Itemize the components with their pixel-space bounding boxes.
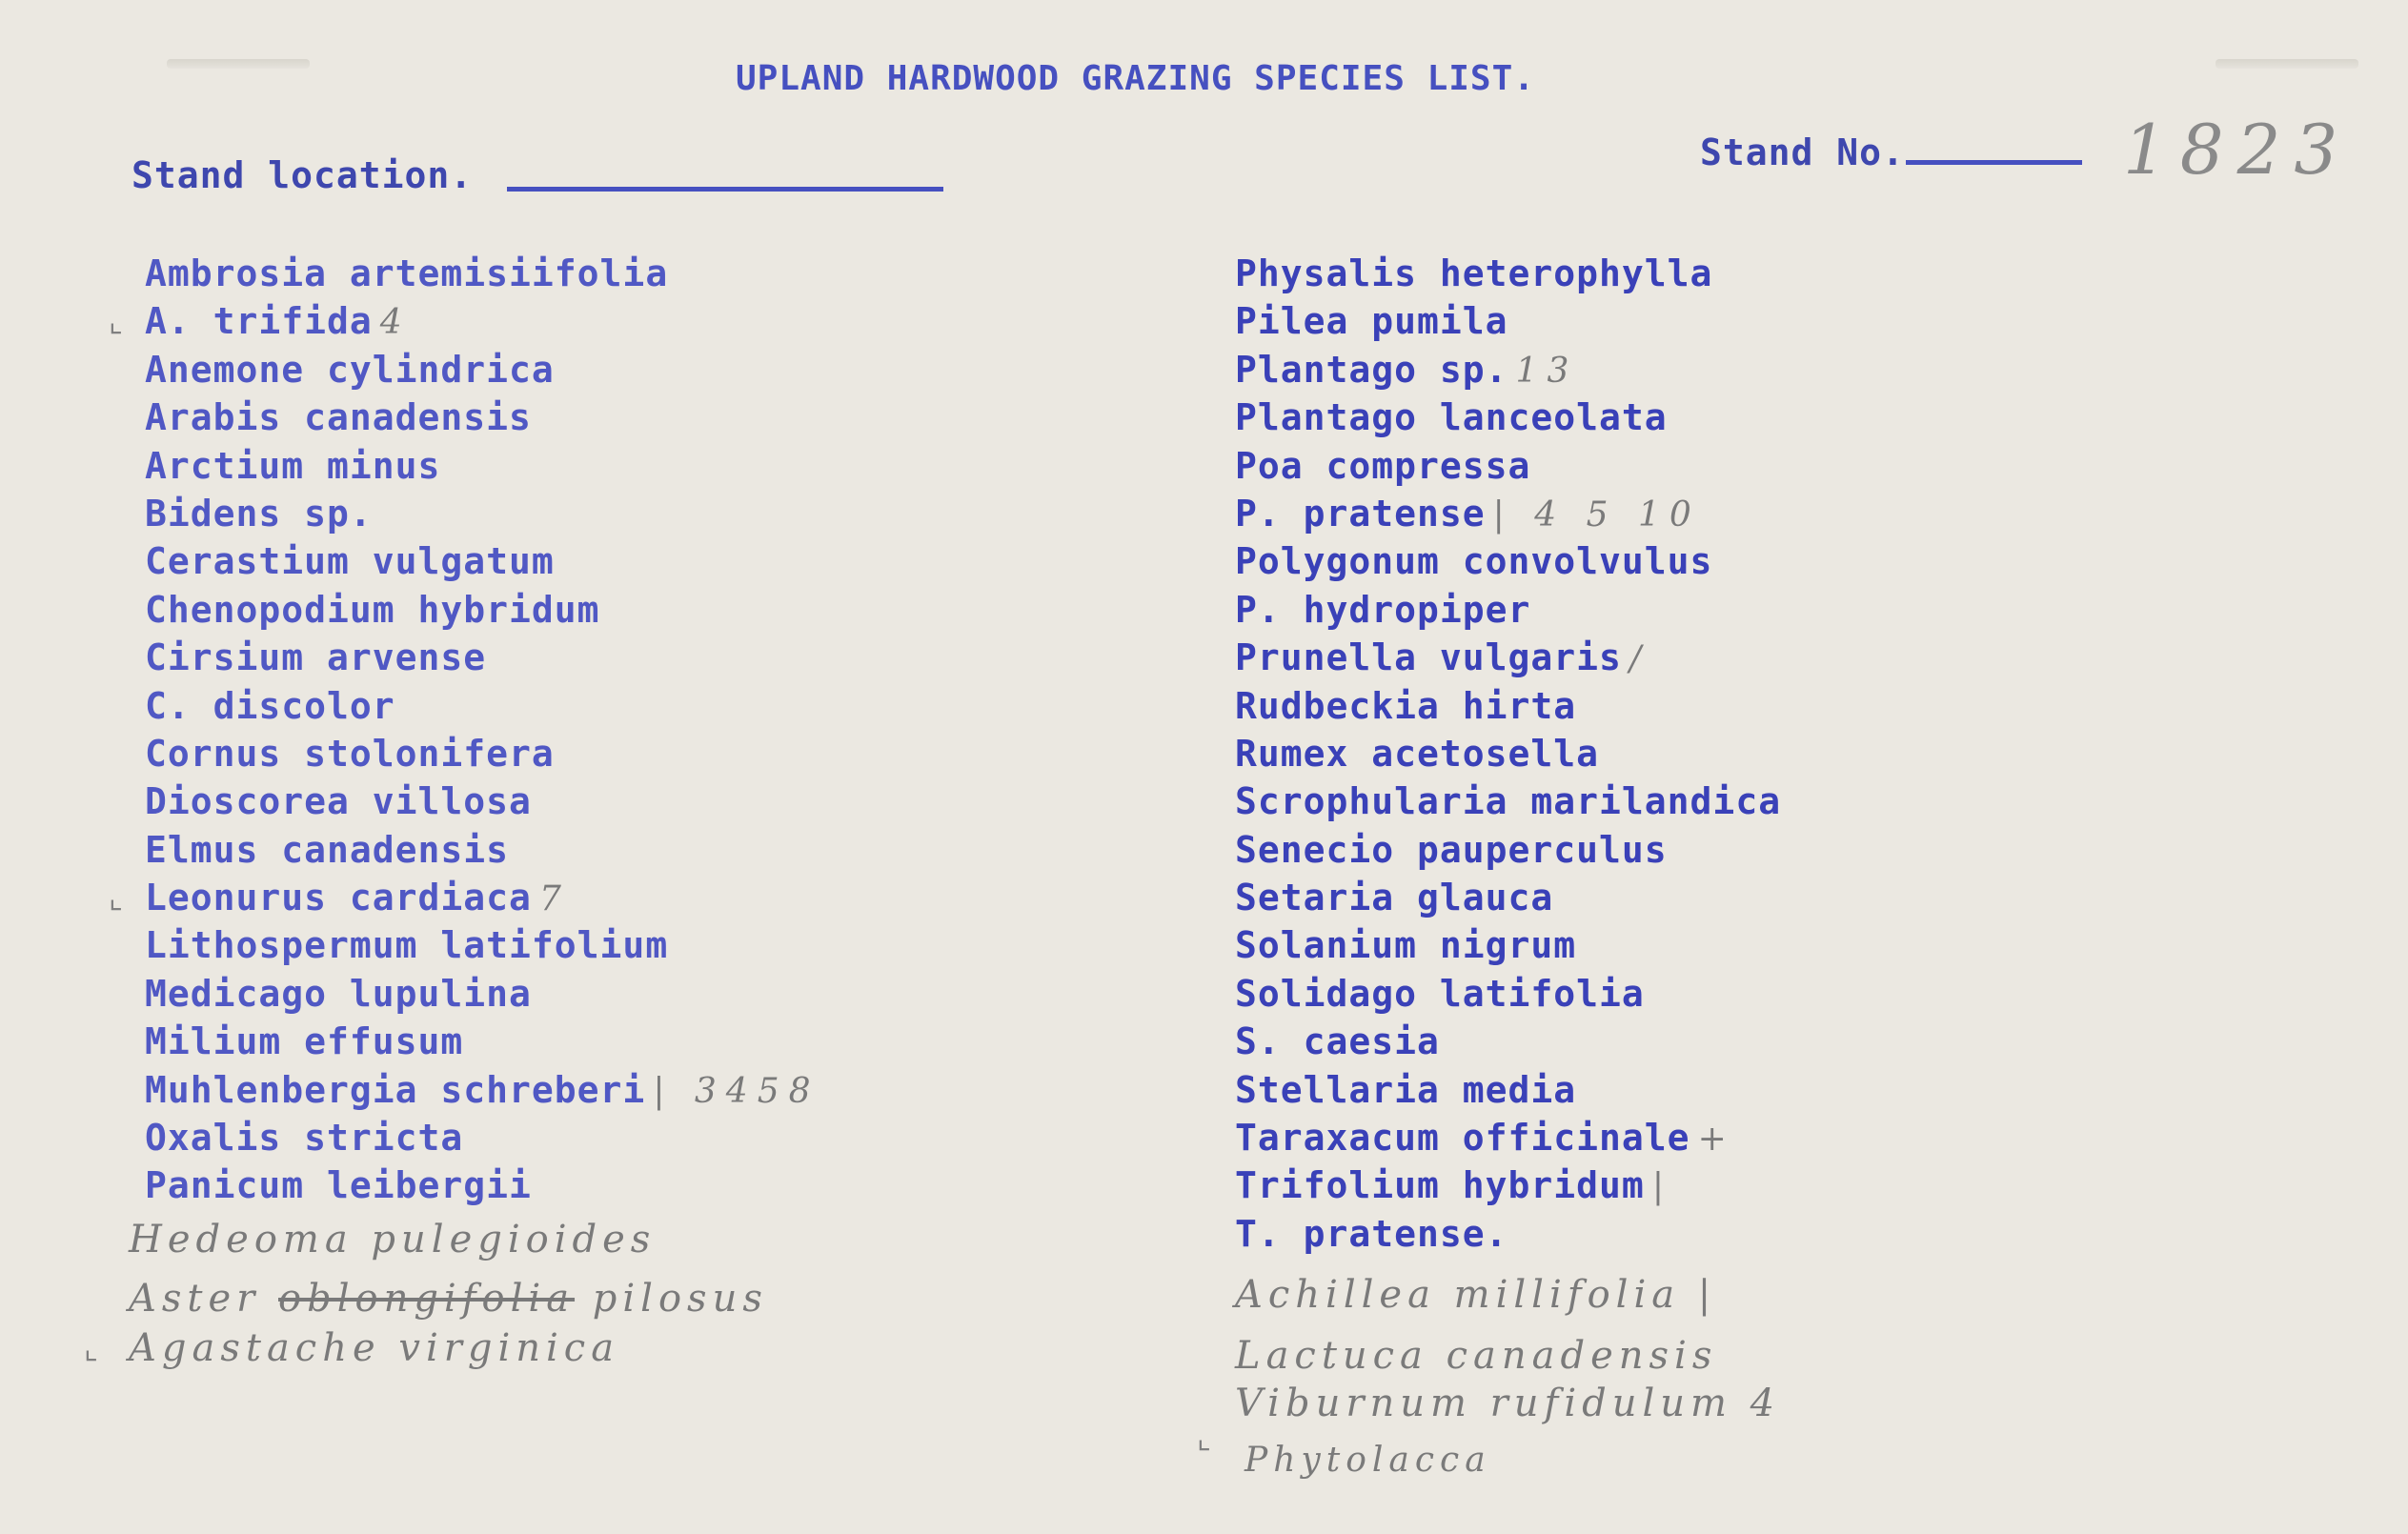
handwritten-addition: Achillea millifolia | xyxy=(1235,1273,1717,1317)
species-row xyxy=(145,394,820,441)
species-row xyxy=(1235,634,1781,681)
staple-mark-right xyxy=(2216,59,2358,69)
species-name: Arabis canadensis xyxy=(145,396,532,439)
species-row xyxy=(1235,826,1781,874)
species-name: Chenopodium hybridum xyxy=(145,588,600,631)
species-name: P. hydropiper xyxy=(1235,588,1531,631)
check-mark: ⌞ xyxy=(109,879,124,917)
species-name: Rumex acetosella xyxy=(1235,732,1600,775)
species-name: Cornus stolonifera xyxy=(145,732,555,775)
species-row xyxy=(145,1066,820,1114)
species-name: Muhlenbergia schreberi xyxy=(145,1068,646,1111)
species-name: Solidago latifolia xyxy=(1235,972,1645,1015)
species-row xyxy=(145,730,820,777)
handwritten-addition: Phytolacca xyxy=(1244,1441,1491,1480)
species-row xyxy=(1235,394,1781,441)
species-name: Pilea pumila xyxy=(1235,300,1508,343)
species-name: C. discolor xyxy=(145,684,395,727)
staple-mark-left xyxy=(167,59,310,69)
species-name: Poa compressa xyxy=(1235,444,1531,487)
page-title: UPLAND HARDWOOD GRAZING SPECIES LIST. xyxy=(736,59,1535,98)
species-row xyxy=(145,250,820,297)
stand-no-handwritten-value: 1823 xyxy=(2123,110,2352,190)
species-row xyxy=(1235,1210,1781,1258)
species-name: Milium effusum xyxy=(145,1020,464,1063)
species-row xyxy=(1235,1161,1781,1209)
species-row xyxy=(145,442,820,490)
species-row xyxy=(145,537,820,585)
species-row xyxy=(1235,442,1781,490)
species-name: Setaria glauca xyxy=(1235,877,1554,919)
species-name: Plantago sp. xyxy=(1235,348,1508,391)
species-row xyxy=(145,777,820,825)
species-row xyxy=(145,826,820,874)
species-row xyxy=(1235,537,1781,585)
species-note: 7 xyxy=(538,879,571,919)
species-note: | 3458 xyxy=(653,1071,820,1111)
species-name: S. caesia xyxy=(1235,1020,1440,1063)
species-row xyxy=(1235,490,1781,537)
species-row xyxy=(1235,682,1781,730)
species-name: Polygonum convolvulus xyxy=(1235,540,1713,583)
species-row xyxy=(145,490,820,537)
species-row xyxy=(1235,730,1781,777)
species-note: + xyxy=(1697,1120,1736,1160)
species-row xyxy=(145,1114,820,1161)
species-name: Taraxacum officinale xyxy=(1235,1117,1690,1160)
species-name: Trifolium hybridum xyxy=(1235,1164,1645,1207)
species-note: 4 xyxy=(379,303,412,343)
species-name: Elmus canadensis xyxy=(145,828,510,871)
species-row xyxy=(1235,970,1781,1018)
stand-location-label: Stand location. xyxy=(132,154,474,196)
handwritten-addition xyxy=(129,1277,768,1321)
handwritten-word: pilosus xyxy=(592,1277,768,1321)
species-row xyxy=(145,682,820,730)
species-row xyxy=(1235,586,1781,634)
species-row xyxy=(145,921,820,969)
handwritten-addition: Hedeoma pulegioides xyxy=(129,1218,657,1262)
species-row xyxy=(1235,874,1781,921)
species-row xyxy=(1235,921,1781,969)
species-row xyxy=(1235,346,1781,394)
species-note: | xyxy=(1651,1167,1673,1207)
check-mark: ⌞ xyxy=(1197,1420,1211,1456)
species-row xyxy=(1235,1018,1781,1065)
species-row xyxy=(145,634,820,681)
species-name: Physalis heterophylla xyxy=(1235,252,1713,294)
species-note: | 4 5 10 xyxy=(1492,495,1701,535)
species-row xyxy=(1235,1114,1781,1161)
species-note: / xyxy=(1629,639,1651,679)
stand-no-blank xyxy=(1906,160,2082,165)
struck-out-word: oblongifolia xyxy=(278,1277,576,1321)
species-name: T. pratense. xyxy=(1235,1212,1508,1255)
species-name: Rudbeckia hirta xyxy=(1235,684,1577,727)
species-name: Plantago lanceolata xyxy=(1235,396,1668,439)
species-column-left xyxy=(109,250,820,1210)
species-row xyxy=(145,970,820,1018)
handwritten-addition: Viburnum rufidulum 4 xyxy=(1235,1382,1781,1425)
species-name: Panicum leibergii xyxy=(145,1164,532,1207)
species-name: Arctium minus xyxy=(145,444,441,487)
species-name: Anemone cylindrica xyxy=(145,348,555,391)
species-name: Cerastium vulgatum xyxy=(145,540,555,583)
check-mark: ⌞ xyxy=(84,1330,98,1366)
species-row xyxy=(1235,777,1781,825)
species-note: 13 xyxy=(1515,351,1579,391)
species-name: Oxalis stricta xyxy=(145,1117,464,1160)
stand-no-label: Stand No. xyxy=(1700,131,1905,173)
species-name: Leonurus cardiaca xyxy=(145,877,532,919)
species-name: A. trifida xyxy=(145,300,373,343)
species-column-right xyxy=(1235,250,1781,1258)
handwritten-addition: Agastache virginica xyxy=(129,1326,620,1370)
handwritten-addition: Lactuca canadensis xyxy=(1235,1334,1718,1378)
species-name: Solanium nigrum xyxy=(1235,924,1577,967)
species-name: Lithospermum latifolium xyxy=(145,924,669,967)
species-name: Ambrosia artemisiifolia xyxy=(145,252,669,294)
species-row xyxy=(109,297,820,345)
stand-location-blank xyxy=(507,187,943,192)
species-name: Medicago lupulina xyxy=(145,972,532,1015)
handwritten-word: Aster xyxy=(129,1277,261,1321)
check-mark: ⌞ xyxy=(109,303,124,340)
species-row xyxy=(145,1018,820,1065)
species-name: Prunella vulgaris xyxy=(1235,636,1622,679)
species-row xyxy=(145,586,820,634)
species-name: Senecio pauperculus xyxy=(1235,828,1668,871)
species-name: Cirsium arvense xyxy=(145,636,487,679)
species-row xyxy=(1235,1066,1781,1114)
species-name: Stellaria media xyxy=(1235,1068,1577,1111)
species-row xyxy=(145,1161,820,1209)
species-row xyxy=(1235,250,1781,297)
species-name: Dioscorea villosa xyxy=(145,780,532,823)
species-row xyxy=(145,346,820,394)
species-row xyxy=(109,874,820,921)
species-name: P. pratense xyxy=(1235,492,1486,535)
species-row xyxy=(1235,297,1781,345)
species-name: Scrophularia marilandica xyxy=(1235,780,1782,823)
species-name: Bidens sp. xyxy=(145,492,373,535)
